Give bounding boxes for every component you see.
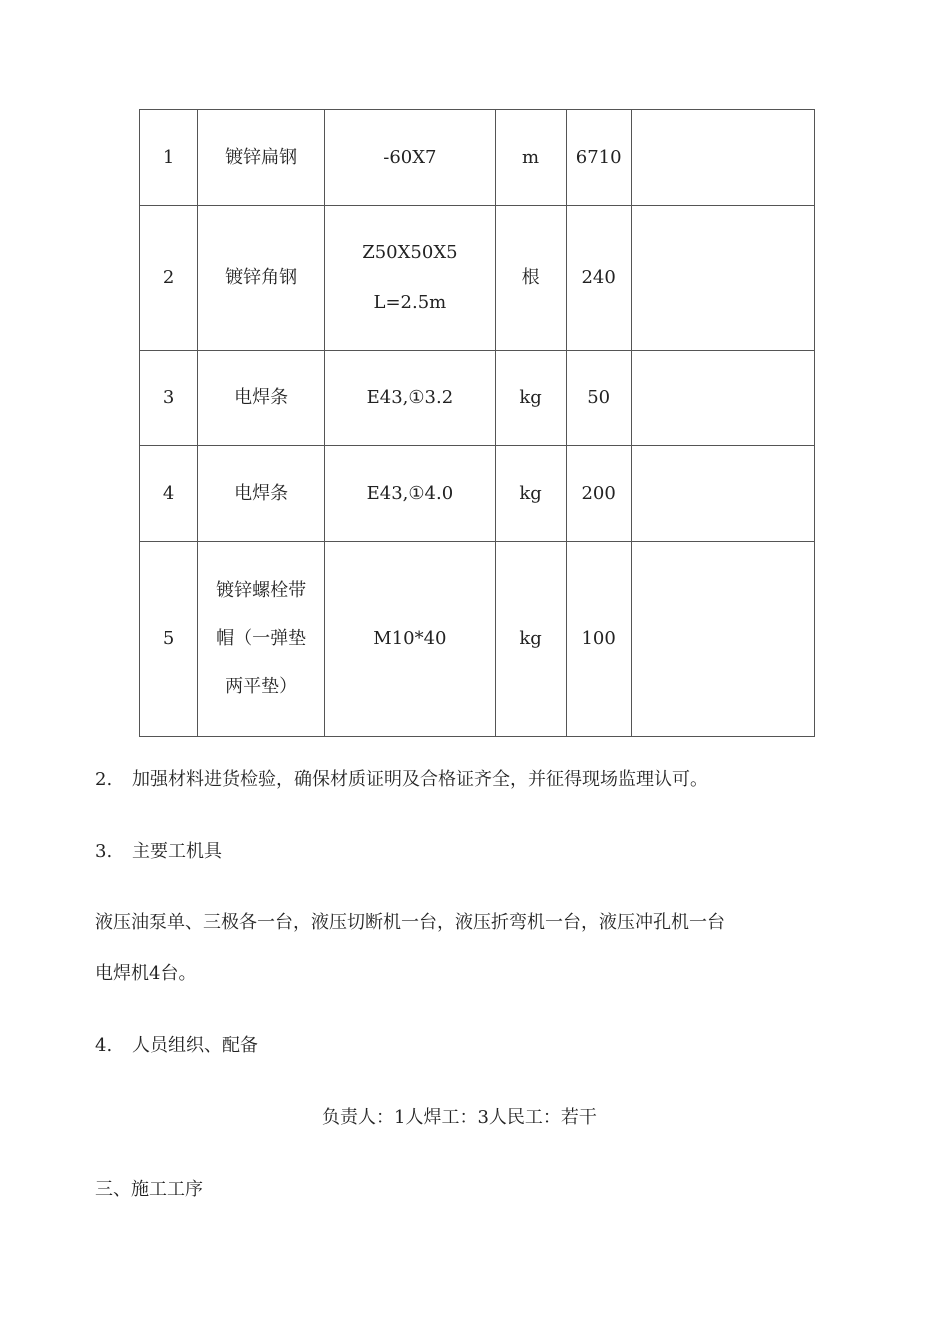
material-spec: [325, 110, 495, 206]
row-number: 4: [140, 446, 198, 542]
row-number: 2: [140, 206, 198, 351]
item-number: 4.: [95, 1035, 113, 1056]
material-unit: 根: [495, 206, 566, 351]
item-3-heading: [95, 843, 222, 861]
material-unit: kg: [495, 542, 566, 737]
material-name: [198, 351, 325, 446]
material-spec-line: -60X7: [383, 146, 437, 168]
material-name-line: 电焊条: [234, 387, 289, 408]
material-quantity: 6710: [566, 110, 631, 206]
row-number: 5: [140, 542, 198, 737]
material-spec: [325, 351, 495, 446]
row-number: 3: [140, 351, 198, 446]
material-spec-line: E43,①3.2: [366, 387, 454, 408]
material-note: [631, 110, 814, 206]
table-row: [140, 542, 815, 737]
material-spec-line: Z50X50X5: [362, 242, 458, 263]
item-2-paragraph: [95, 771, 708, 789]
material-note: [631, 542, 814, 737]
material-unit: m: [495, 110, 566, 206]
table-row: [140, 110, 815, 206]
material-unit: kg: [495, 446, 566, 542]
table-row: [140, 446, 815, 542]
row-number: 1: [140, 110, 198, 206]
material-spec-line: M10*40: [373, 628, 447, 649]
item-text: 加强材料进货检验，确保材质证明及合格证齐全，并征得现场监理认可。: [132, 769, 708, 790]
staffing-line: 负责人：1人焊工：3人民工：若干: [322, 1107, 597, 1128]
material-name-line: 镀锌螺栓带: [216, 580, 307, 601]
material-quantity: 240: [566, 206, 631, 351]
material-quantity: 100: [566, 542, 631, 737]
material-quantity: 50: [566, 351, 631, 446]
material-spec: [325, 446, 495, 542]
material-spec: [325, 206, 495, 351]
material-name: [198, 206, 325, 351]
item-number: 3.: [95, 841, 113, 862]
material-name-line: 帽（一弹垫: [216, 628, 307, 649]
material-spec: [325, 542, 495, 737]
table-row: [140, 351, 815, 446]
item-text: 人员组织、配备: [132, 1035, 258, 1056]
material-name-line: 镀锌角钢: [225, 267, 298, 288]
item-4-heading: [95, 1037, 258, 1055]
material-spec-line: L=2.5m: [373, 292, 447, 313]
material-note: [631, 351, 814, 446]
materials-table: [139, 109, 815, 737]
material-unit: kg: [495, 351, 566, 446]
tools-paragraph-line-1: 液压油泵单、三极各一台，液压切断机一台，液压折弯机一台，液压冲孔机一台: [95, 912, 725, 933]
material-note: [631, 206, 814, 351]
item-text: 主要工机具: [132, 841, 222, 862]
tools-paragraph-line-2: 电焊机4台。: [95, 963, 197, 984]
table-row: [140, 206, 815, 351]
material-name-line: 镀锌扁钢: [225, 146, 298, 168]
material-name: [198, 446, 325, 542]
material-name-line: 电焊条: [234, 482, 289, 504]
item-number: 2.: [95, 769, 113, 790]
material-name: [198, 110, 325, 206]
material-name: [198, 542, 325, 737]
material-quantity: 200: [566, 446, 631, 542]
material-spec-line: E43,①4.0: [366, 482, 454, 504]
material-note: [631, 446, 814, 542]
chapter-3-heading: 三、施工工序: [95, 1179, 203, 1200]
material-name-line: 两平垫）: [225, 676, 298, 697]
